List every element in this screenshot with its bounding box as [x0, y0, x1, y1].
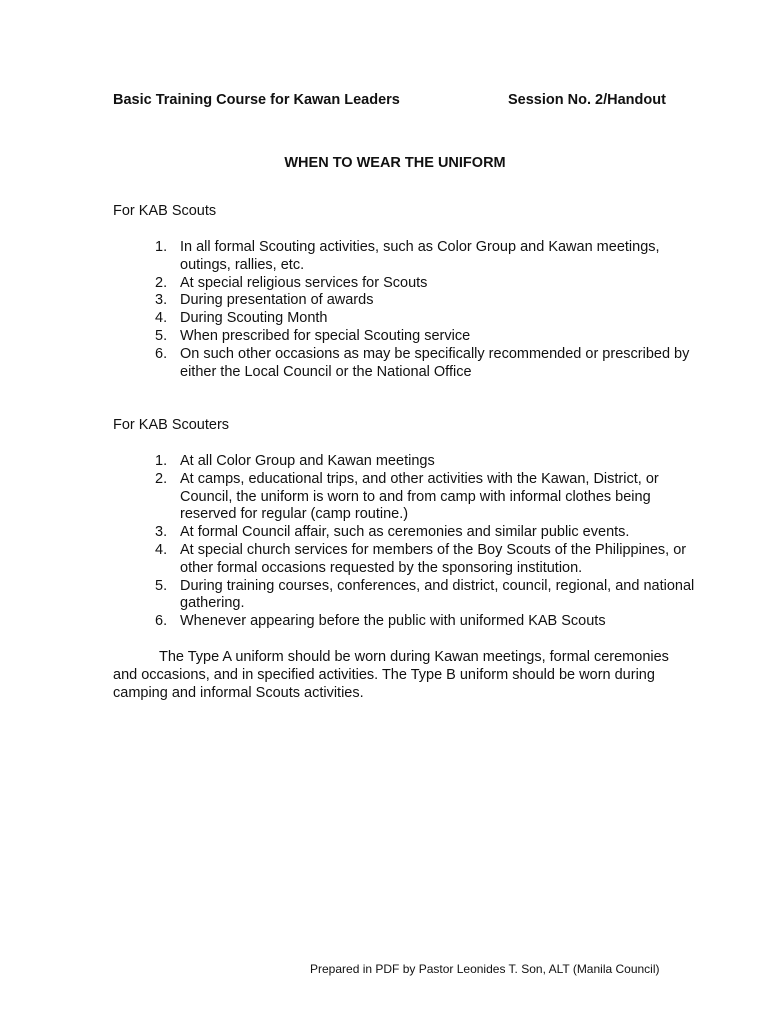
footer-credit: Prepared in PDF by Pastor Leonides T. Son, ALT (Manila Council) — [310, 962, 660, 976]
scouts-heading: For KAB Scouts — [113, 203, 217, 219]
list-item — [155, 275, 695, 293]
list-item — [155, 524, 695, 542]
list-text: On such other occasions as may be specifically recommended or prescribed by either the Local Council or the National Office — [180, 345, 690, 380]
uniform-type-paragraph: The Type A uniform should be worn during Kawan meetings, formal ceremonies and occasions, and in specified activities. The Type B uniform should be worn during camping and informal Scouts activities. — [113, 649, 669, 701]
list-text: When prescribed for special Scouting service — [180, 327, 471, 344]
list-number: 2. — [155, 470, 168, 487]
list-number: 4. — [155, 541, 168, 558]
list-number: 1. — [155, 453, 168, 469]
page-title: WHEN TO WEAR THE UNIFORM — [284, 155, 506, 171]
list-text: At camps, educational trips, and other activities with the Kawan, District, or Council, the uniform is worn to and from camp with informal clothes being reserved for regular (camp routine.) — [180, 470, 659, 523]
list-item — [155, 542, 695, 578]
list-text: At all Color Group and Kawan meetings — [180, 453, 435, 469]
scouts-list — [155, 239, 695, 381]
list-text: At special church services for members of the Boy Scouts of the Philippines, or other formal occasions requested by the sponsoring institution. — [180, 541, 687, 576]
list-item — [155, 310, 695, 328]
session-label: Session No. 2/Handout — [508, 92, 666, 108]
list-number: 1. — [155, 239, 168, 255]
list-number: 3. — [155, 524, 168, 541]
list-number: 5. — [155, 327, 168, 344]
list-text: At formal Council affair, such as ceremonies and similar public events. — [180, 524, 630, 541]
list-item — [155, 292, 695, 310]
list-item — [155, 453, 695, 471]
list-text: At special religious services for Scouts — [180, 274, 428, 291]
list-item — [155, 239, 695, 275]
list-number: 4. — [155, 310, 168, 327]
list-number: 2. — [155, 274, 168, 291]
list-text: During training courses, conferences, and district, council, regional, and national gathering. — [180, 577, 695, 612]
list-text: Whenever appearing before the public with uniformed KAB Scouts — [180, 613, 606, 630]
list-text: During presentation of awards — [180, 292, 374, 309]
scouters-heading: For KAB Scouters — [113, 417, 230, 433]
list-item — [155, 346, 695, 382]
list-number: 3. — [155, 292, 168, 309]
list-text: In all formal Scouting activities, such as Color Group and Kawan meetings, outings, rallies, etc. — [180, 239, 660, 273]
list-number: 6. — [155, 345, 168, 362]
list-number: 5. — [155, 577, 168, 594]
course-title: Basic Training Course for Kawan Leaders — [113, 92, 400, 108]
list-number: 6. — [155, 613, 168, 630]
list-item — [155, 578, 695, 614]
list-item — [155, 328, 695, 346]
list-item — [155, 613, 695, 631]
list-item — [155, 471, 695, 524]
list-text: During Scouting Month — [180, 310, 328, 327]
scouters-list — [155, 453, 695, 631]
